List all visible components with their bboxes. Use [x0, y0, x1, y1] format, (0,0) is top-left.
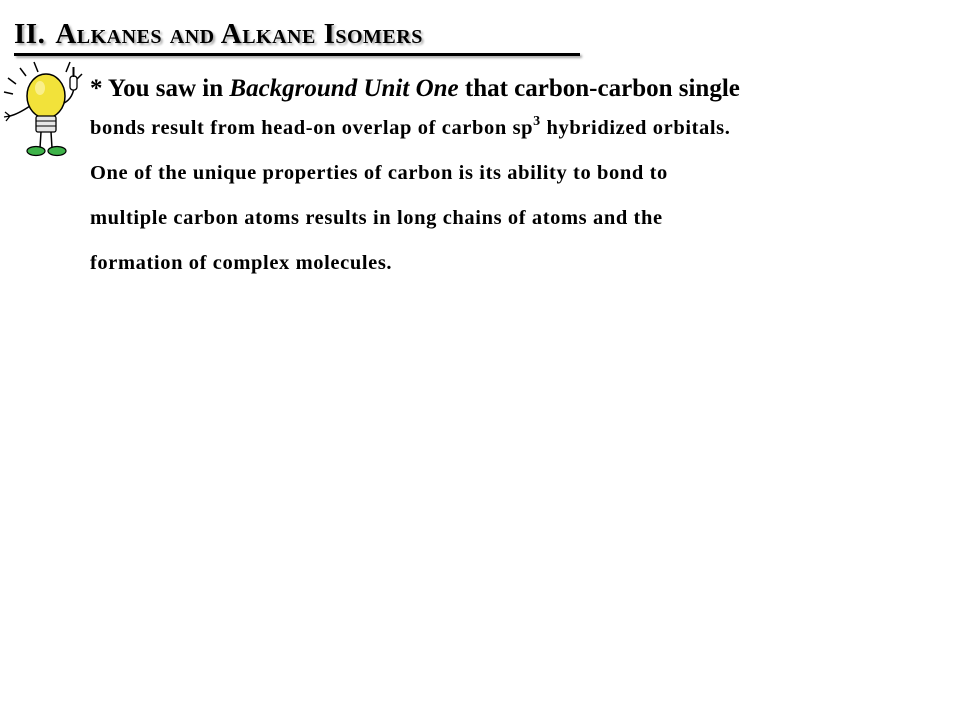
title-underline [14, 53, 580, 56]
bullet: * [90, 75, 103, 102]
body-line-2 [90, 106, 950, 151]
line2-before: bonds result from head-on overlap of carbon sp [90, 117, 534, 139]
intro-line [90, 71, 950, 106]
slide-title [14, 18, 423, 51]
superscript: 3 [533, 114, 541, 129]
body-line-3: One of the unique properties of carbon is its ability to bond to [90, 162, 668, 184]
intro-italic: Background Unit One [229, 75, 459, 102]
body-line-5: formation of complex molecules. [90, 252, 393, 274]
title-number: II. [14, 18, 46, 50]
intro-before: You saw in [107, 75, 224, 102]
title-text: Alkanes and Alkane Isomers [55, 18, 423, 50]
lightbulb-mascot-icon [0, 56, 92, 160]
body-paragraph [90, 106, 950, 286]
intro-after: that carbon-carbon single [464, 75, 740, 102]
line2-after: hybridized orbitals. [546, 117, 731, 139]
body-text [90, 71, 950, 286]
body-line-4: multiple carbon atoms results in long chains of atoms and the [90, 207, 663, 229]
